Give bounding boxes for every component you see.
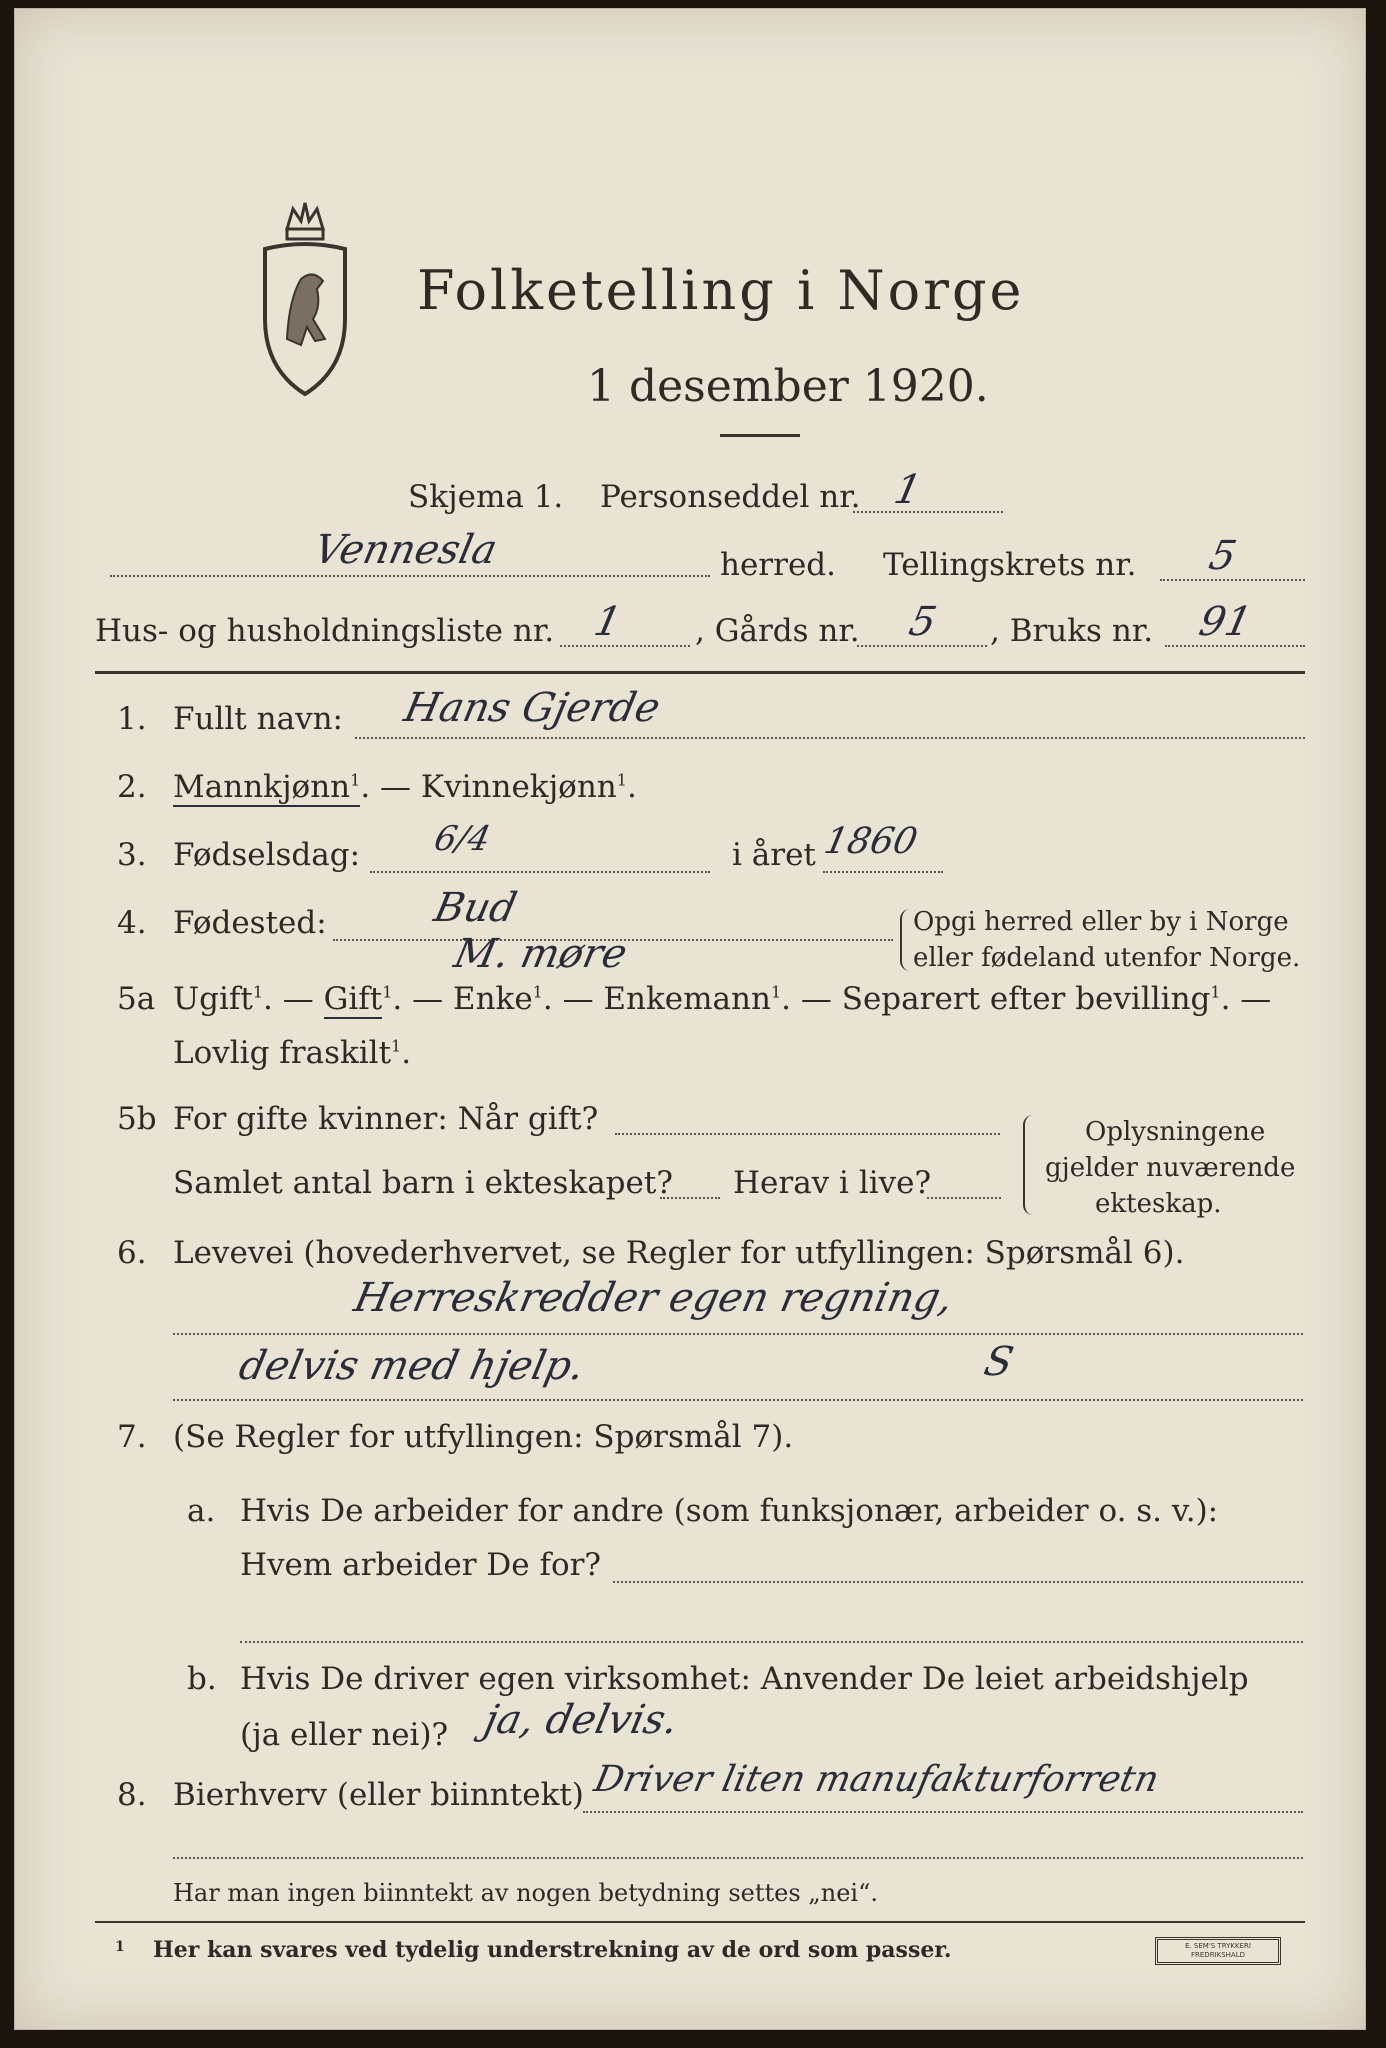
census-date: 1 desember 1920. bbox=[587, 361, 989, 412]
q5a-number: 5a bbox=[117, 981, 156, 1017]
employer-line-2 bbox=[240, 1641, 1303, 1643]
footer-rule bbox=[95, 1921, 1305, 1923]
q2-number: 2. bbox=[117, 769, 147, 805]
hus-label: Hus- og husholdningsliste nr. bbox=[95, 613, 555, 649]
year-value[interactable]: 1860 bbox=[820, 821, 921, 862]
q5b-children-label: Samlet antal barn i ekteskapet? bbox=[173, 1165, 673, 1201]
birthplace-value-2[interactable]: M. møre bbox=[450, 931, 632, 977]
q1-line bbox=[355, 737, 1305, 739]
gards-line bbox=[857, 645, 987, 647]
male-option[interactable]: Mannkjønn$^1$ bbox=[173, 769, 361, 805]
q8-number: 8. bbox=[117, 1777, 147, 1813]
q3-label: Fødselsdag: bbox=[173, 837, 361, 873]
birthplace-note-2: eller fødeland utenfor Norge. bbox=[913, 943, 1301, 973]
herred-line bbox=[110, 575, 710, 577]
gards-value[interactable]: 5 bbox=[905, 599, 941, 645]
q7a-letter: a. bbox=[187, 1493, 216, 1529]
q1-label: Fullt navn: bbox=[173, 701, 343, 737]
employer-line-1 bbox=[613, 1581, 1303, 1583]
q5b-number: 5b bbox=[117, 1101, 157, 1137]
year-line bbox=[823, 871, 943, 873]
occupation-mark: S bbox=[980, 1339, 1018, 1385]
marriage-note-2: gjelder nuværende bbox=[1045, 1153, 1296, 1183]
year-label: i året bbox=[732, 837, 816, 873]
alive-line bbox=[927, 1197, 1001, 1199]
q8-label: Bierhverv (eller biinntekt) bbox=[173, 1777, 584, 1813]
widow-option[interactable]: . — Enke bbox=[392, 981, 533, 1017]
occupation-line-2 bbox=[173, 1399, 1303, 1401]
tellingskrets-value[interactable]: 5 bbox=[1205, 533, 1241, 579]
side-income-value[interactable]: Driver liten manufakturforretn bbox=[590, 1759, 1163, 1800]
q7a-employer-label: Hvem arbeider De for? bbox=[240, 1547, 602, 1583]
footnote-number: 1 bbox=[115, 1939, 125, 1955]
tellingskrets-line bbox=[1160, 579, 1305, 581]
herred-label: herred. bbox=[720, 547, 836, 583]
tellingskrets-label: Tellingskrets nr. bbox=[883, 547, 1137, 583]
gards-label: , Gårds nr. bbox=[695, 613, 860, 649]
side-income-line-1 bbox=[583, 1811, 1303, 1813]
birthplace-note-brace bbox=[900, 909, 910, 971]
marriage-note-3: ekteskap. bbox=[1095, 1189, 1222, 1219]
personseddel-line bbox=[853, 511, 1003, 513]
hired-help-value[interactable]: ja, delvis. bbox=[480, 1697, 683, 1743]
birthday-line bbox=[370, 871, 710, 873]
widower-option[interactable]: . — Enkemann bbox=[542, 981, 771, 1017]
q3-number: 3. bbox=[117, 837, 147, 873]
occupation-value-2[interactable]: delvis med hjelp. bbox=[235, 1343, 589, 1389]
bruks-line bbox=[1165, 645, 1305, 647]
no-income-note: Har man ingen biinntekt av nogen betydning settes „nei“. bbox=[173, 1879, 878, 1907]
q6-number: 6. bbox=[117, 1235, 147, 1271]
bruks-value[interactable]: 91 bbox=[1195, 599, 1256, 645]
occupation-line-1 bbox=[173, 1333, 1303, 1335]
header-rule bbox=[95, 671, 1305, 674]
q4-number: 4. bbox=[117, 905, 147, 941]
birthplace-note-1: Opgi herred eller by i Norge bbox=[913, 907, 1289, 937]
when-married-line bbox=[615, 1133, 1000, 1135]
footnote-text: Her kan svares ved tydelig understrekning av de ord som passer. bbox=[153, 1937, 952, 1963]
q7-label: (Se Regler for utfyllingen: Spørsmål 7). bbox=[173, 1419, 794, 1455]
q5b-line1: For gifte kvinner: Når gift? bbox=[173, 1101, 599, 1137]
q7b-yes-no-label: (ja eller nei)? bbox=[240, 1717, 449, 1753]
hus-line bbox=[560, 645, 690, 647]
divorced-option[interactable]: Lovlig fraskilt$^1$. bbox=[173, 1035, 412, 1071]
separated-option[interactable]: . — Separert efter bevilling bbox=[781, 981, 1211, 1017]
title-divider bbox=[720, 434, 800, 437]
norwegian-coat-of-arms-icon bbox=[257, 189, 353, 399]
herred-value[interactable]: Vennesla bbox=[310, 527, 502, 573]
marriage-note-1: Oplysningene bbox=[1085, 1117, 1266, 1147]
children-line bbox=[660, 1197, 720, 1199]
bruks-label: , Bruks nr. bbox=[990, 613, 1154, 649]
birthday-value[interactable]: 6/4 bbox=[430, 819, 494, 859]
q1-number: 1. bbox=[117, 701, 147, 737]
birthplace-value-1[interactable]: Bud bbox=[430, 885, 521, 931]
census-form-page bbox=[14, 8, 1366, 2030]
marital-status-options: Ugift$^1$. — Gift$^1$. — Enke$^1$. — Enkemann$^1$. — Separert efter bevilling$^1$. — bbox=[173, 981, 1272, 1017]
unmarried-option[interactable]: Ugift bbox=[173, 981, 253, 1017]
q5b-alive-label: Herav i live? bbox=[733, 1165, 932, 1201]
hus-value[interactable]: 1 bbox=[590, 599, 626, 645]
marriage-note-brace bbox=[1023, 1115, 1033, 1215]
q7a-question: Hvis De arbeider for andre (som funksjonær, arbeider o. s. v.): bbox=[240, 1493, 1219, 1529]
q7b-letter: b. bbox=[187, 1661, 217, 1697]
form-title: Folketelling i Norge bbox=[417, 259, 1025, 322]
q7b-question: Hvis De driver egen virksomhet: Anvender De leiet arbeidshjelp bbox=[240, 1661, 1249, 1697]
occupation-value-1[interactable]: Herreskredder egen regning, bbox=[350, 1275, 958, 1321]
printer-stamp: E. SEM'S TRYKKERI FREDRIKSHALD bbox=[1155, 1937, 1281, 1965]
married-option[interactable]: Gift bbox=[323, 981, 383, 1017]
skjema-label: Skjema 1. bbox=[408, 479, 564, 515]
q4-label: Fødested: bbox=[173, 905, 327, 941]
female-option[interactable]: Kvinnekjønn$^1$ bbox=[420, 769, 627, 805]
q2-options: Mannkjønn$^1$. — Kvinnekjønn$^1$. bbox=[173, 769, 637, 805]
personseddel-value[interactable]: 1 bbox=[890, 467, 926, 513]
full-name-value[interactable]: Hans Gjerde bbox=[400, 685, 665, 731]
q7-number: 7. bbox=[117, 1419, 147, 1455]
q6-label: Levevei (hovederhvervet, se Regler for utfyllingen: Spørsmål 6). bbox=[173, 1235, 1185, 1271]
side-income-line-2 bbox=[173, 1857, 1303, 1859]
personseddel-label: Personseddel nr. bbox=[600, 479, 861, 515]
